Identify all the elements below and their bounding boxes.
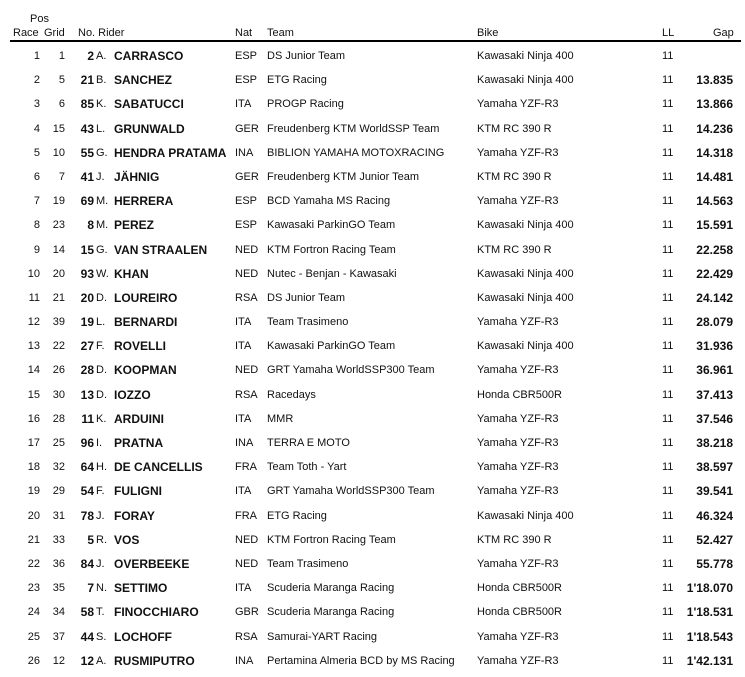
cell-laps: 11: [662, 630, 674, 643]
cell-team: Team Trasimeno: [267, 557, 349, 570]
cell-rider-number: 13: [80, 387, 94, 402]
table-row: [0, 117, 745, 141]
cell-bike: Honda CBR500R: [477, 388, 562, 401]
cell-laps: 11: [662, 485, 674, 498]
table-row: [0, 310, 745, 334]
cell-grid-pos: 36: [52, 557, 65, 570]
cell-rider-initial: K.: [96, 98, 107, 111]
cell-rider-number: 28: [80, 363, 94, 378]
cell-gap: 38.597: [696, 460, 733, 475]
cell-team: GRT Yamaha WorldSSP300 Team: [267, 364, 435, 377]
cell-rider-initial: N.: [96, 582, 107, 595]
cell-laps: 11: [662, 316, 674, 329]
cell-laps: 11: [662, 461, 674, 474]
cell-team: Kawasaki ParkinGO Team: [267, 219, 396, 232]
cell-rider-initial: R.: [96, 533, 107, 546]
cell-laps: 11: [662, 437, 674, 449]
cell-laps: 11: [662, 146, 674, 159]
table-row: [0, 649, 745, 673]
cell-nationality: RSA: [235, 388, 258, 401]
table-row: [0, 576, 745, 600]
cell-bike: Kawasaki Ninja 400: [477, 219, 574, 232]
header-team: Team: [267, 27, 294, 39]
cell-laps: 11: [662, 291, 674, 304]
cell-rider-name: JÄHNIG: [114, 169, 160, 184]
cell-rider-name: FORAY: [114, 508, 155, 523]
cell-gap: 37.413: [696, 387, 733, 402]
cell-grid-pos: 33: [52, 533, 65, 546]
cell-bike: KTM RC 390 R: [477, 122, 552, 135]
cell-rider-initial: F.: [96, 485, 105, 498]
cell-nationality: ITA: [235, 340, 252, 353]
cell-race-pos: 19: [27, 485, 40, 498]
cell-rider-number: 41: [80, 169, 94, 184]
cell-bike: Yamaha YZF-R3: [477, 98, 559, 111]
cell-bike: Yamaha YZF-R3: [477, 630, 559, 643]
cell-bike: KTM RC 390 R: [477, 533, 552, 546]
cell-grid-pos: 30: [52, 388, 65, 401]
cell-nationality: FRA: [235, 509, 257, 522]
cell-nationality: GER: [235, 170, 259, 183]
cell-rider-number: 5: [87, 532, 94, 547]
cell-grid-pos: 20: [52, 267, 65, 280]
cell-team: MMR: [267, 412, 294, 425]
cell-rider-initial: D.: [96, 388, 107, 401]
cell-race-pos: 21: [27, 533, 40, 546]
cell-team: Scuderia Maranga Racing: [267, 582, 395, 595]
cell-nationality: ITA: [235, 98, 252, 111]
cell-race-pos: 22: [27, 557, 40, 570]
cell-rider-number: 69: [80, 194, 94, 209]
cell-race-pos: 7: [33, 195, 40, 208]
cell-rider-initial: J.: [96, 557, 105, 570]
header-bike: Bike: [477, 27, 499, 39]
table-row: [0, 625, 745, 649]
cell-rider-name: PEREZ: [114, 218, 155, 233]
cell-bike: Yamaha YZF-R3: [477, 654, 559, 667]
cell-gap: 13.866: [696, 97, 733, 112]
cell-gap: 31.936: [696, 339, 733, 354]
cell-rider-initial: H.: [96, 461, 107, 474]
cell-rider-initial: M.: [96, 219, 109, 232]
cell-grid-pos: 7: [58, 170, 65, 183]
cell-rider-name: PRATNA: [114, 436, 164, 450]
table-row: [0, 238, 745, 262]
cell-rider-initial: B.: [96, 74, 107, 87]
cell-nationality: INA: [235, 146, 254, 159]
cell-team: DS Junior Team: [267, 50, 346, 62]
table-row: [0, 358, 745, 382]
cell-rider-name: FINOCCHIARO: [114, 605, 199, 620]
cell-rider-initial: G.: [96, 243, 108, 256]
cell-nationality: ESP: [235, 50, 258, 62]
header-pos: Pos: [30, 13, 49, 25]
cell-grid-pos: 23: [52, 219, 65, 232]
cell-race-pos: 15: [27, 388, 40, 401]
cell-race-pos: 8: [33, 219, 40, 232]
cell-grid-pos: 5: [58, 74, 65, 87]
cell-rider-name: KHAN: [114, 266, 149, 281]
cell-team: KTM Fortron Racing Team: [267, 533, 396, 546]
cell-gap: 28.079: [696, 315, 733, 330]
cell-team: GRT Yamaha WorldSSP300 Team: [267, 485, 435, 498]
cell-gap: 22.429: [696, 266, 733, 281]
table-row: [0, 383, 745, 407]
cell-bike: Honda CBR500R: [477, 582, 562, 595]
cell-race-pos: 14: [27, 364, 40, 377]
cell-laps: 11: [662, 340, 674, 353]
cell-laps: 11: [662, 122, 674, 135]
cell-gap: 24.142: [696, 290, 733, 305]
header-grid: Grid: [44, 27, 65, 39]
cell-nationality: INA: [235, 654, 254, 667]
cell-rider-number: 43: [80, 121, 94, 136]
table-row: [0, 44, 745, 68]
cell-laps: 11: [662, 243, 674, 256]
cell-gap: 1'18.543: [686, 629, 733, 644]
cell-grid-pos: 31: [52, 509, 65, 522]
cell-rider-initial: D.: [96, 291, 107, 304]
cell-bike: Yamaha YZF-R3: [477, 557, 559, 570]
cell-laps: 11: [662, 606, 674, 619]
results-table: [0, 44, 745, 673]
cell-nationality: GER: [235, 122, 259, 135]
cell-bike: Kawasaki Ninja 400: [477, 509, 574, 522]
cell-team: BCD Yamaha MS Racing: [267, 195, 391, 208]
cell-race-pos: 10: [27, 267, 40, 280]
table-row: [0, 504, 745, 528]
cell-race-pos: 1: [33, 50, 40, 62]
cell-gap: 1'18.531: [686, 605, 733, 620]
cell-nationality: NED: [235, 533, 259, 546]
cell-race-pos: 9: [33, 243, 40, 256]
cell-rider-number: 55: [80, 145, 94, 160]
cell-grid-pos: 34: [52, 606, 65, 619]
cell-race-pos: 26: [27, 654, 40, 667]
cell-rider-name: VOS: [114, 532, 140, 547]
cell-team: TERRA E MOTO: [267, 437, 350, 449]
cell-team: Freudenberg KTM Junior Team: [267, 170, 420, 183]
cell-laps: 11: [662, 195, 674, 208]
cell-bike: Yamaha YZF-R3: [477, 316, 559, 329]
cell-rider-name: ROVELLI: [114, 339, 167, 354]
cell-laps: 11: [662, 364, 674, 377]
cell-bike: Kawasaki Ninja 400: [477, 74, 574, 87]
cell-gap: 15.591: [696, 218, 733, 233]
header-nat: Nat: [235, 27, 253, 39]
cell-rider-number: 12: [80, 653, 94, 668]
cell-gap: 14.236: [696, 121, 733, 136]
cell-laps: 11: [662, 557, 674, 570]
cell-team: BIBLION YAMAHA MOTOXRACING: [267, 146, 445, 159]
cell-gap: 1'18.070: [686, 581, 733, 596]
cell-grid-pos: 19: [52, 195, 65, 208]
cell-rider-initial: S.: [96, 630, 107, 643]
table-header: [0, 0, 745, 42]
cell-grid-pos: 39: [52, 316, 65, 329]
cell-rider-number: 54: [80, 484, 94, 499]
cell-team: Team Trasimeno: [267, 316, 349, 329]
cell-race-pos: 2: [33, 74, 40, 87]
cell-rider-initial: D.: [96, 364, 107, 377]
cell-bike: Yamaha YZF-R3: [477, 461, 559, 474]
cell-bike: KTM RC 390 R: [477, 170, 552, 183]
cell-gap: 39.541: [696, 484, 733, 499]
cell-bike: Yamaha YZF-R3: [477, 437, 559, 449]
header-no-rider: No. Rider: [78, 27, 125, 39]
cell-rider-number: 64: [80, 460, 94, 475]
cell-team: Freudenberg KTM WorldSSP Team: [267, 122, 440, 135]
cell-team: Kawasaki ParkinGO Team: [267, 340, 396, 353]
cell-rider-name: CARRASCO: [114, 49, 184, 63]
header-divider: [10, 40, 741, 42]
cell-rider-initial: A.: [96, 654, 107, 667]
cell-race-pos: 4: [33, 122, 40, 135]
cell-rider-initial: I.: [96, 437, 103, 449]
cell-team: Nutec - Benjan - Kawasaki: [267, 267, 397, 280]
cell-gap: 52.427: [696, 532, 733, 547]
table-row: [0, 552, 745, 576]
cell-race-pos: 11: [28, 291, 40, 304]
cell-nationality: NED: [235, 267, 259, 280]
cell-nationality: ITA: [235, 582, 252, 595]
cell-rider-initial: K.: [96, 412, 107, 425]
cell-rider-initial: J.: [96, 509, 105, 522]
cell-gap: 38.218: [696, 436, 733, 450]
cell-gap: 37.546: [696, 411, 733, 426]
cell-team: Samurai-YART Racing: [267, 630, 378, 643]
cell-gap: 13.835: [696, 73, 733, 88]
cell-rider-number: 2: [87, 49, 94, 63]
cell-team: Team Toth - Yart: [267, 461, 347, 474]
table-row: [0, 334, 745, 358]
cell-rider-name: DE CANCELLIS: [114, 460, 203, 475]
table-row: [0, 165, 745, 189]
cell-rider-name: RUSMIPUTRO: [114, 653, 195, 668]
cell-laps: 11: [662, 74, 674, 87]
cell-race-pos: 25: [27, 630, 40, 643]
table-row: [0, 141, 745, 165]
cell-team: Scuderia Maranga Racing: [267, 606, 395, 619]
cell-rider-number: 15: [80, 242, 94, 257]
cell-rider-number: 96: [80, 436, 94, 450]
cell-grid-pos: 25: [52, 437, 65, 449]
cell-grid-pos: 35: [52, 582, 65, 595]
cell-gap: 46.324: [696, 508, 733, 523]
table-row: [0, 479, 745, 503]
cell-rider-number: 93: [80, 266, 94, 281]
cell-grid-pos: 28: [52, 412, 65, 425]
cell-nationality: ESP: [235, 219, 258, 232]
cell-grid-pos: 21: [52, 291, 65, 304]
cell-grid-pos: 15: [52, 122, 65, 135]
cell-gap: 14.563: [696, 194, 733, 209]
table-row: [0, 189, 745, 213]
cell-nationality: GBR: [235, 606, 259, 619]
cell-gap: 55.778: [696, 556, 733, 571]
cell-nationality: NED: [235, 557, 259, 570]
cell-grid-pos: 22: [52, 340, 65, 353]
cell-rider-initial: M.: [96, 195, 109, 208]
cell-rider-number: 85: [80, 97, 94, 112]
cell-rider-name: FULIGNI: [114, 484, 162, 499]
cell-nationality: RSA: [235, 630, 258, 643]
cell-laps: 11: [662, 509, 674, 522]
cell-team: PROGP Racing: [267, 98, 344, 111]
table-row: [0, 262, 745, 286]
cell-laps: 11: [662, 170, 674, 183]
cell-nationality: FRA: [235, 461, 257, 474]
cell-team: ETG Racing: [267, 509, 327, 522]
cell-nationality: ESP: [235, 195, 258, 208]
cell-race-pos: 24: [27, 606, 40, 619]
cell-rider-name: LOUREIRO: [114, 290, 178, 305]
cell-rider-name: OVERBEEKE: [114, 556, 190, 571]
cell-bike: Yamaha YZF-R3: [477, 485, 559, 498]
cell-nationality: ESP: [235, 74, 258, 87]
cell-rider-name: SETTIMO: [114, 581, 168, 596]
cell-rider-name: BERNARDI: [114, 315, 178, 330]
header-race: Race: [13, 27, 39, 39]
cell-rider-name: LOCHOFF: [114, 629, 172, 644]
header-gap: Gap: [713, 27, 734, 39]
cell-rider-initial: T.: [96, 606, 105, 619]
cell-gap: 1'42.131: [686, 653, 733, 668]
cell-rider-number: 21: [80, 73, 94, 88]
cell-laps: 11: [662, 654, 674, 667]
cell-bike: Honda CBR500R: [477, 606, 562, 619]
cell-grid-pos: 29: [52, 485, 65, 498]
table-row: [0, 431, 745, 455]
cell-rider-number: 20: [80, 290, 94, 305]
cell-rider-initial: F.: [96, 340, 105, 353]
cell-race-pos: 18: [27, 461, 40, 474]
cell-grid-pos: 37: [52, 630, 65, 643]
cell-team: Pertamina Almeria BCD by MS Racing: [267, 654, 455, 667]
cell-rider-name: IOZZO: [114, 387, 151, 402]
cell-rider-initial: W.: [96, 267, 109, 280]
cell-rider-number: 11: [81, 411, 94, 426]
cell-rider-name: VAN STRAALEN: [114, 242, 208, 257]
cell-bike: Kawasaki Ninja 400: [477, 340, 574, 353]
cell-bike: Yamaha YZF-R3: [477, 146, 559, 159]
cell-gap: 36.961: [696, 363, 733, 378]
cell-laps: 11: [662, 98, 674, 111]
cell-bike: Kawasaki Ninja 400: [477, 267, 574, 280]
cell-rider-name: SANCHEZ: [114, 73, 173, 88]
cell-race-pos: 12: [27, 316, 40, 329]
cell-grid-pos: 12: [52, 654, 65, 667]
cell-bike: Kawasaki Ninja 400: [477, 291, 574, 304]
table-row: [0, 213, 745, 237]
cell-race-pos: 23: [27, 582, 40, 595]
cell-rider-initial: J.: [96, 170, 105, 183]
header-ll: LL: [662, 27, 675, 39]
cell-rider-number: 78: [80, 508, 94, 523]
cell-bike: KTM RC 390 R: [477, 243, 552, 256]
cell-rider-number: 19: [80, 315, 94, 330]
table-row: [0, 407, 745, 431]
cell-gap: 22.258: [696, 242, 733, 257]
cell-bike: Yamaha YZF-R3: [477, 195, 559, 208]
cell-laps: 11: [662, 267, 674, 280]
cell-rider-name: SABATUCCI: [114, 97, 184, 112]
cell-nationality: NED: [235, 364, 259, 377]
cell-gap: 14.318: [696, 145, 733, 160]
cell-rider-initial: L.: [96, 122, 106, 135]
cell-team: KTM Fortron Racing Team: [267, 243, 396, 256]
cell-rider-name: HENDRA PRATAMA: [114, 145, 227, 160]
cell-rider-initial: A.: [96, 50, 107, 62]
cell-race-pos: 16: [27, 412, 40, 425]
cell-rider-number: 27: [80, 339, 94, 354]
cell-grid-pos: 1: [58, 50, 65, 62]
cell-rider-number: 8: [87, 218, 94, 233]
table-row: [0, 455, 745, 479]
cell-laps: 11: [662, 50, 674, 62]
cell-rider-number: 84: [80, 556, 94, 571]
cell-nationality: RSA: [235, 291, 258, 304]
cell-nationality: ITA: [235, 412, 252, 425]
cell-nationality: NED: [235, 243, 259, 256]
cell-race-pos: 13: [27, 340, 40, 353]
cell-rider-initial: L.: [96, 316, 106, 329]
cell-nationality: INA: [235, 437, 254, 449]
cell-race-pos: 5: [33, 146, 40, 159]
cell-gap: 14.481: [696, 169, 733, 184]
cell-rider-number: 58: [80, 605, 94, 620]
cell-team: ETG Racing: [267, 74, 327, 87]
cell-nationality: ITA: [235, 316, 252, 329]
cell-rider-initial: G.: [96, 146, 108, 159]
cell-laps: 11: [662, 388, 674, 401]
table-row: [0, 68, 745, 92]
cell-rider-name: GRUNWALD: [114, 121, 185, 136]
cell-rider-name: KOOPMAN: [114, 363, 177, 378]
cell-race-pos: 3: [33, 98, 40, 111]
cell-bike: Yamaha YZF-R3: [477, 364, 559, 377]
cell-bike: Kawasaki Ninja 400: [477, 50, 574, 62]
cell-rider-name: ARDUINI: [114, 411, 164, 426]
cell-rider-name: HERRERA: [114, 194, 174, 209]
cell-laps: 11: [662, 412, 674, 425]
cell-race-pos: 20: [27, 509, 40, 522]
table-row: [0, 286, 745, 310]
cell-laps: 11: [662, 219, 674, 232]
cell-team: DS Junior Team: [267, 291, 346, 304]
cell-team: Racedays: [267, 388, 316, 401]
table-row: [0, 600, 745, 624]
cell-rider-number: 44: [80, 629, 94, 644]
cell-nationality: ITA: [235, 485, 252, 498]
table-row: [0, 528, 745, 552]
cell-grid-pos: 6: [58, 98, 65, 111]
cell-grid-pos: 10: [52, 146, 65, 159]
cell-race-pos: 6: [33, 170, 40, 183]
cell-grid-pos: 32: [52, 461, 65, 474]
cell-laps: 11: [662, 533, 674, 546]
cell-bike: Yamaha YZF-R3: [477, 412, 559, 425]
cell-grid-pos: 26: [52, 364, 65, 377]
cell-rider-number: 7: [87, 581, 94, 596]
cell-grid-pos: 14: [52, 243, 65, 256]
cell-laps: 11: [662, 582, 674, 595]
table-row: [0, 92, 745, 116]
cell-race-pos: 17: [27, 437, 40, 449]
